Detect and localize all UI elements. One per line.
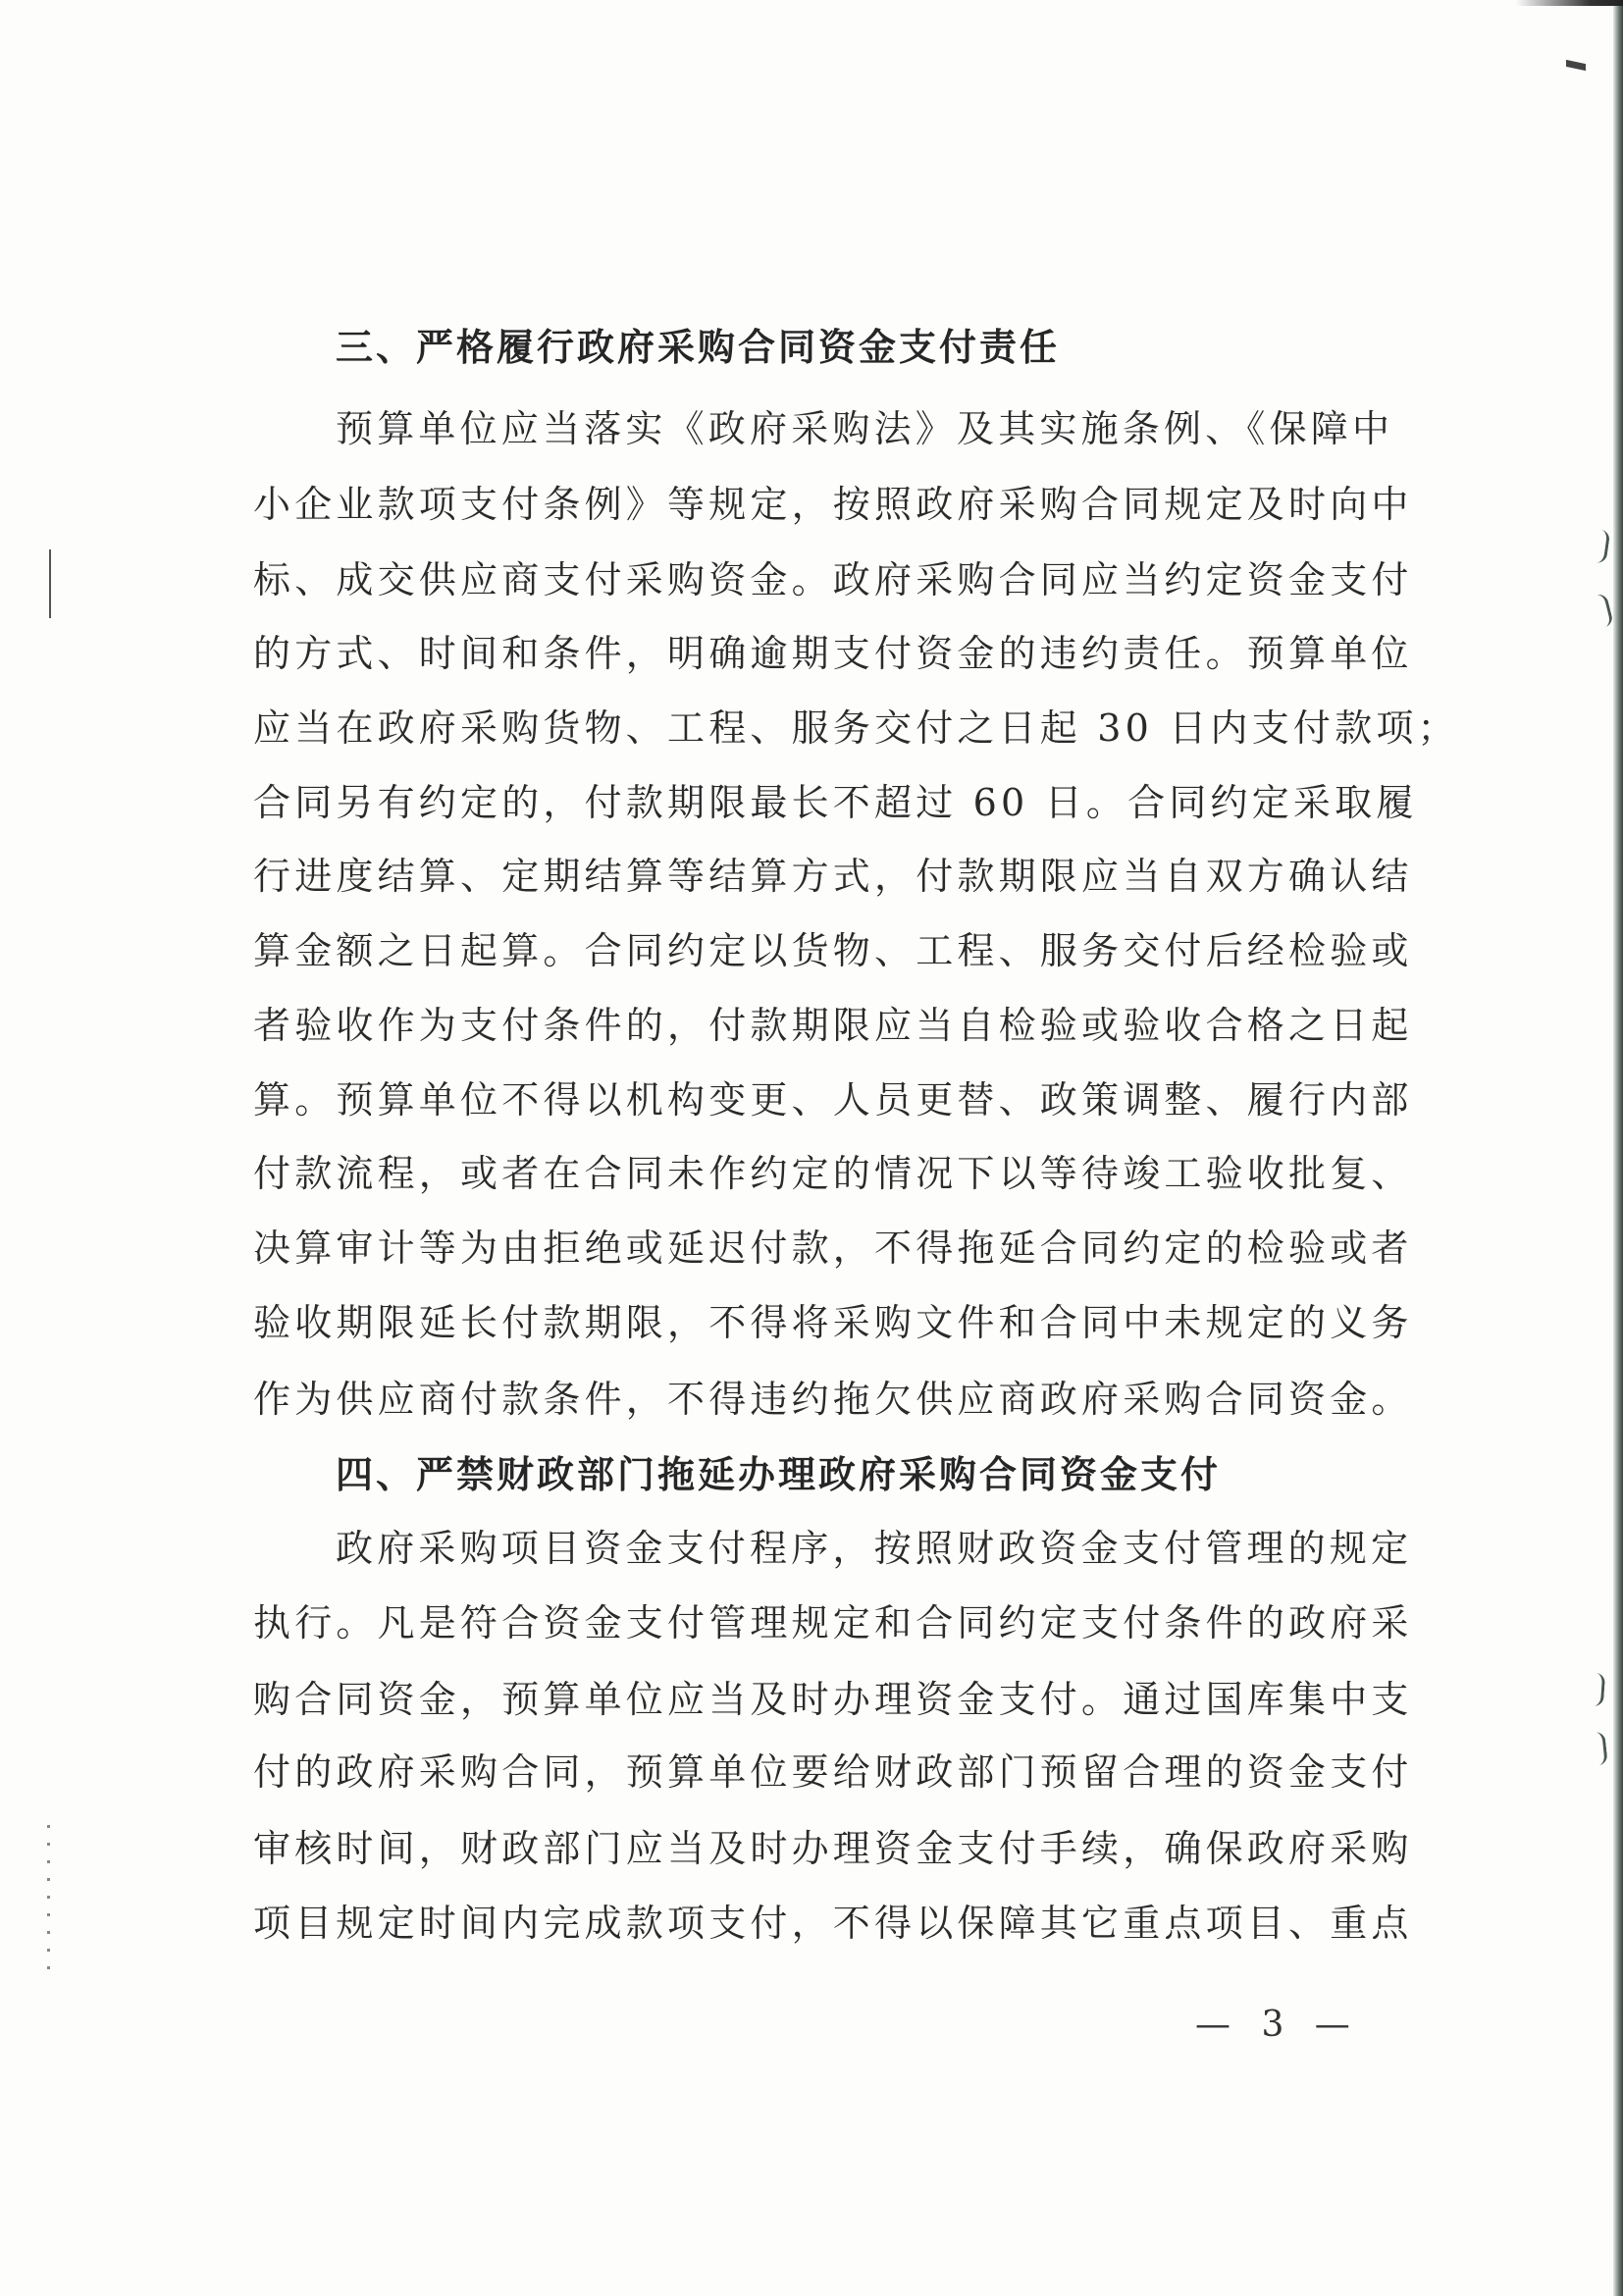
- section-heading: 四、严禁财政部门拖延办理政府采购合同资金支付: [336, 1453, 1222, 1496]
- paragraph-line: 算。预算单位不得以机构变更、人员更替、政策调整、履行内部: [253, 1078, 1413, 1122]
- binding-mark: [1592, 1731, 1607, 1765]
- paragraph-line: 项目规定时间内完成款项支付，不得以保障其它重点项目、重点: [253, 1902, 1413, 1945]
- scanner-edge: [1613, 0, 1623, 2296]
- paragraph-line: 审核时间，财政部门应当及时办理资金支付手续，确保政府采购: [253, 1827, 1413, 1870]
- paragraph-line: 行进度结算、定期结算等结算方式，付款期限应当自双方确认结: [253, 855, 1413, 898]
- binding-mark: [1594, 529, 1611, 563]
- paragraph-line: 者验收作为支付条件的，付款期限应当自检验或验收合格之日起: [253, 1004, 1413, 1047]
- paragraph-line: 作为供应商付款条件，不得违约拖欠供应商政府采购合同资金。: [253, 1378, 1413, 1421]
- paragraph-line: 政府采购项目资金支付程序，按照财政资金支付管理的规定: [336, 1527, 1413, 1570]
- paragraph-line: 应当在政府采购货物、工程、服务交付之日起 30 日内支付款项；: [253, 706, 1459, 750]
- paragraph-line: 付款流程，或者在合同未作约定的情况下以等待竣工验收批复、: [253, 1152, 1413, 1195]
- margin-mark: [47, 1825, 50, 1982]
- paragraph-line: 付的政府采购合同，预算单位要给财政部门预留合理的资金支付: [253, 1750, 1413, 1794]
- paragraph-line: 执行。凡是符合资金支付管理规定和合同约定支付条件的政府采: [253, 1601, 1413, 1644]
- paragraph-line: 算金额之日起算。合同约定以货物、工程、服务交付后经检验或: [253, 929, 1413, 972]
- paragraph-line: 决算审计等为由拒绝或延迟付款，不得拖延合同约定的检验或者: [253, 1226, 1413, 1270]
- page-number: — 3 —: [1195, 2005, 1360, 2045]
- paragraph-line: 小企业款项支付条例》等规定，按照政府采购合同规定及时向中: [253, 483, 1413, 526]
- paragraph-line: 合同另有约定的，付款期限最长不超过 60 日。合同约定采取履: [253, 781, 1418, 824]
- corner-mark: [1566, 60, 1586, 71]
- paragraph-line: 预算单位应当落实《政府采购法》及其实施条例、《保障中: [336, 407, 1394, 450]
- scanner-edge-top: [1515, 0, 1623, 6]
- paragraph-line: 验收期限延长付款期限，不得将采购文件和合同中未规定的义务: [253, 1301, 1413, 1344]
- binding-mark: [1594, 593, 1614, 628]
- margin-mark: [49, 549, 51, 618]
- section-heading: 三、严格履行政府采购合同资金支付责任: [336, 326, 1061, 369]
- paragraph-line: 标、成交供应商支付采购资金。政府采购合同应当约定资金支付: [253, 558, 1413, 601]
- paragraph-line: 购合同资金，预算单位应当及时办理资金支付。通过国库集中支: [253, 1678, 1413, 1721]
- binding-mark: [1591, 1673, 1605, 1707]
- paragraph-line: 的方式、时间和条件，明确逾期支付资金的违约责任。预算单位: [253, 632, 1413, 675]
